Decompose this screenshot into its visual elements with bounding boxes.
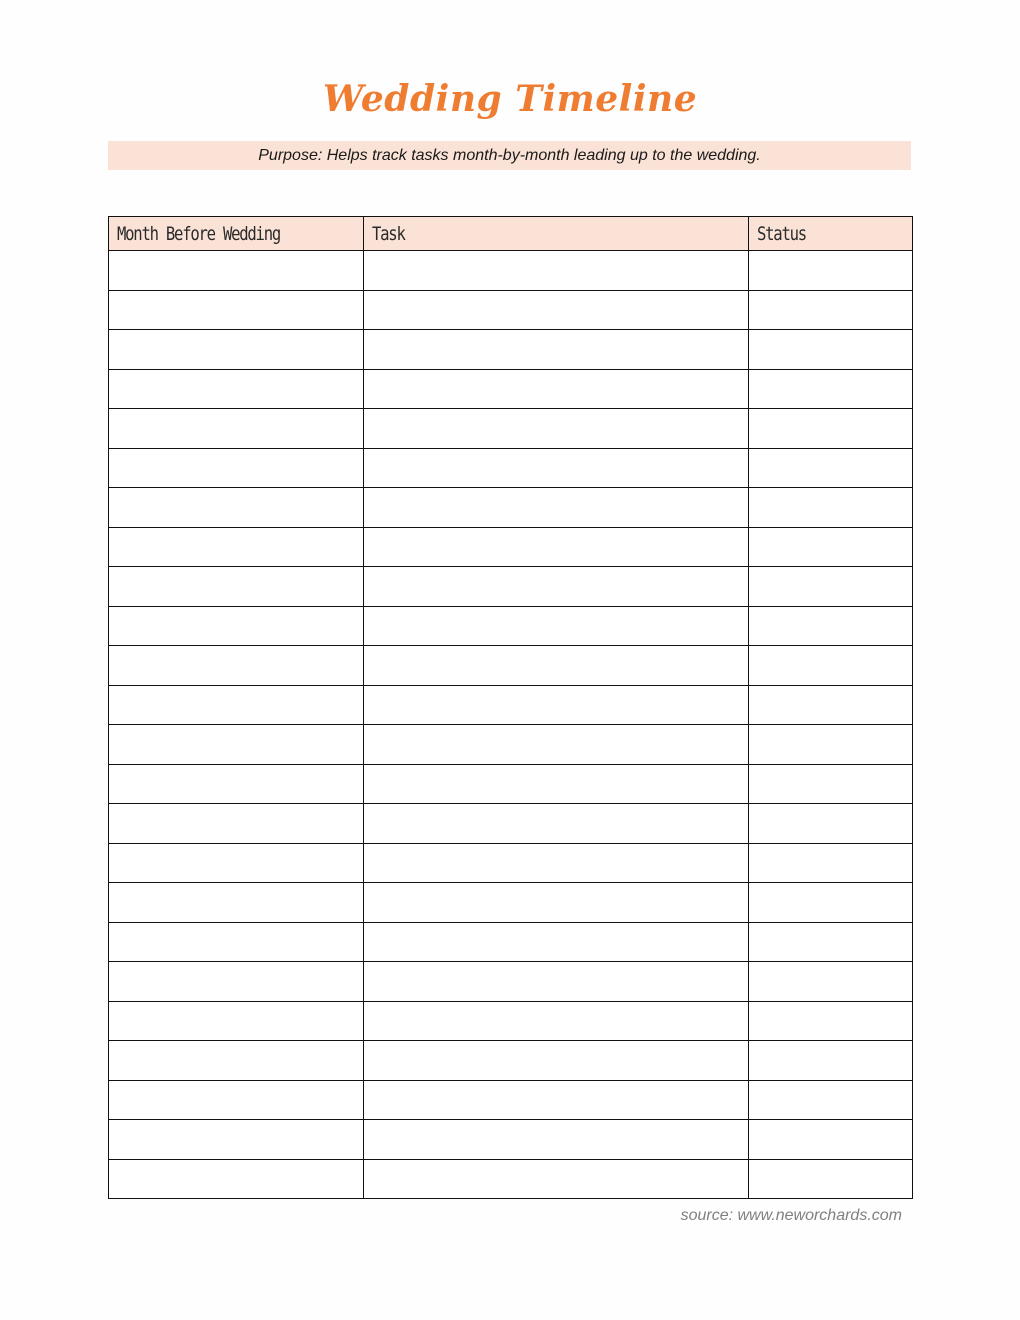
- table-body: [109, 251, 913, 1199]
- status-cell[interactable]: [749, 606, 913, 646]
- month-cell[interactable]: [109, 1159, 364, 1199]
- status-cell[interactable]: [749, 764, 913, 804]
- table-row: [109, 488, 913, 528]
- status-cell[interactable]: [749, 488, 913, 528]
- month-cell[interactable]: [109, 488, 364, 528]
- status-cell[interactable]: [749, 448, 913, 488]
- month-cell[interactable]: [109, 962, 364, 1002]
- month-cell[interactable]: [109, 725, 364, 765]
- status-cell[interactable]: [749, 369, 913, 409]
- status-cell[interactable]: [749, 725, 913, 765]
- month-cell[interactable]: [109, 1120, 364, 1160]
- column-header-status-label: Status: [757, 222, 806, 245]
- month-cell[interactable]: [109, 646, 364, 686]
- status-cell[interactable]: [749, 962, 913, 1002]
- month-cell[interactable]: [109, 448, 364, 488]
- status-cell[interactable]: [749, 646, 913, 686]
- column-header-status: [749, 217, 913, 251]
- status-cell[interactable]: [749, 1041, 913, 1081]
- table-row: [109, 369, 913, 409]
- status-cell[interactable]: [749, 409, 913, 449]
- month-cell[interactable]: [109, 922, 364, 962]
- month-cell[interactable]: [109, 1080, 364, 1120]
- status-cell[interactable]: [749, 1159, 913, 1199]
- task-cell[interactable]: [364, 725, 749, 765]
- table-header-row: [109, 217, 913, 251]
- task-cell[interactable]: [364, 409, 749, 449]
- status-cell[interactable]: [749, 1001, 913, 1041]
- task-cell[interactable]: [364, 369, 749, 409]
- page-title: Wedding Timeline: [322, 78, 698, 120]
- task-cell[interactable]: [364, 290, 749, 330]
- status-cell[interactable]: [749, 251, 913, 291]
- month-cell[interactable]: [109, 843, 364, 883]
- month-cell[interactable]: [109, 409, 364, 449]
- task-cell[interactable]: [364, 1159, 749, 1199]
- table-row: [109, 330, 913, 370]
- table-row: [109, 685, 913, 725]
- table-row: [109, 1041, 913, 1081]
- month-cell[interactable]: [109, 1041, 364, 1081]
- table-row: [109, 1159, 913, 1199]
- table-row: [109, 883, 913, 923]
- task-cell[interactable]: [364, 922, 749, 962]
- month-cell[interactable]: [109, 606, 364, 646]
- status-cell[interactable]: [749, 843, 913, 883]
- month-cell[interactable]: [109, 567, 364, 607]
- task-cell[interactable]: [364, 685, 749, 725]
- task-cell[interactable]: [364, 1001, 749, 1041]
- status-cell[interactable]: [749, 922, 913, 962]
- status-cell[interactable]: [749, 330, 913, 370]
- source-credit: source: www.neworchards.com: [680, 1207, 902, 1224]
- column-header-month-label: Month Before Wedding: [117, 222, 281, 245]
- status-cell[interactable]: [749, 1080, 913, 1120]
- month-cell[interactable]: [109, 527, 364, 567]
- status-cell[interactable]: [749, 527, 913, 567]
- status-cell[interactable]: [749, 685, 913, 725]
- task-cell[interactable]: [364, 883, 749, 923]
- table-row: [109, 962, 913, 1002]
- month-cell[interactable]: [109, 290, 364, 330]
- task-cell[interactable]: [364, 646, 749, 686]
- table-row: [109, 409, 913, 449]
- month-cell[interactable]: [109, 883, 364, 923]
- task-cell[interactable]: [364, 527, 749, 567]
- task-cell[interactable]: [364, 488, 749, 528]
- column-header-task-label: Task: [372, 222, 405, 245]
- task-cell[interactable]: [364, 330, 749, 370]
- month-cell[interactable]: [109, 251, 364, 291]
- task-cell[interactable]: [364, 1041, 749, 1081]
- table-row: [109, 1080, 913, 1120]
- task-cell[interactable]: [364, 567, 749, 607]
- status-cell[interactable]: [749, 290, 913, 330]
- table-row: [109, 606, 913, 646]
- status-cell[interactable]: [749, 804, 913, 844]
- table-row: [109, 1120, 913, 1160]
- status-cell[interactable]: [749, 567, 913, 607]
- task-cell[interactable]: [364, 764, 749, 804]
- task-cell[interactable]: [364, 606, 749, 646]
- task-cell[interactable]: [364, 962, 749, 1002]
- month-cell[interactable]: [109, 369, 364, 409]
- table-row: [109, 448, 913, 488]
- table-row: [109, 804, 913, 844]
- task-cell[interactable]: [364, 804, 749, 844]
- table-row: [109, 922, 913, 962]
- task-cell[interactable]: [364, 251, 749, 291]
- table-row: [109, 527, 913, 567]
- column-header-month: [109, 217, 364, 251]
- table-row: [109, 290, 913, 330]
- table-row: [109, 567, 913, 607]
- purpose-banner: Purpose: Helps track tasks month-by-month leading up to the wedding.: [108, 141, 911, 170]
- table-row: [109, 646, 913, 686]
- task-cell[interactable]: [364, 843, 749, 883]
- table-row: [109, 764, 913, 804]
- month-cell[interactable]: [109, 1001, 364, 1041]
- month-cell[interactable]: [109, 804, 364, 844]
- timeline-table: [108, 216, 913, 1199]
- task-cell[interactable]: [364, 448, 749, 488]
- task-cell[interactable]: [364, 1080, 749, 1120]
- task-cell[interactable]: [364, 1120, 749, 1160]
- status-cell[interactable]: [749, 1120, 913, 1160]
- table-row: [109, 725, 913, 765]
- month-cell[interactable]: [109, 764, 364, 804]
- month-cell[interactable]: [109, 330, 364, 370]
- column-header-task: [364, 217, 749, 251]
- month-cell[interactable]: [109, 685, 364, 725]
- table-row: [109, 1001, 913, 1041]
- table-row: [109, 843, 913, 883]
- status-cell[interactable]: [749, 883, 913, 923]
- table-row: [109, 251, 913, 291]
